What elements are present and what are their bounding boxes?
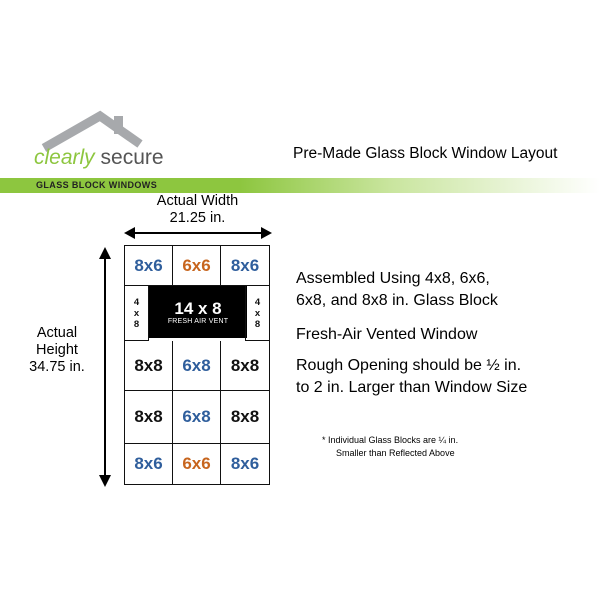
assembled-line-2: 6x8, and 8x8 in. Glass Block [296,292,498,309]
block-r0-c2 [221,246,269,286]
logo-word-secure-text: secure [100,146,164,169]
block-label: 8x6 [134,255,163,275]
vented-info: Fresh-Air Vented Window [296,326,478,343]
width-arrow-icon [124,226,272,240]
rough-opening-info [296,355,527,399]
assembled-line-1: Assembled Using 4x8, 6x6, [296,270,490,287]
block-r3-c0 [125,444,173,484]
block-r2-c0 [125,391,173,444]
block-r1-c0 [125,341,173,391]
block-label: 8x8 [230,355,260,375]
block-label: 8x6 [230,454,260,473]
block-r2-c1 [173,391,221,444]
block-r2-c2 [221,391,269,444]
width-title: Actual Width [156,193,239,209]
height-value: 34.75 in. [29,359,85,375]
block-label: 8x8 [134,355,163,375]
block-label: 8x6 [134,454,163,473]
footnote-line-2: Smaller than Reflected Above [336,448,455,458]
side-block-right [245,286,269,341]
width-value: 21.25 in. [169,210,226,226]
height-title: Actual [36,325,78,341]
side-block-mid: x [254,307,261,319]
side-block-left [125,286,149,341]
brand-tagline: GLASS BLOCK WINDOWS [36,180,158,190]
height-dimension-label [20,325,94,376]
block-label: 8x8 [230,407,260,426]
height-arrow-icon [98,247,112,487]
vent-label: FRESH AIR VENT [167,318,229,325]
side-block-bottom: 8 [133,318,140,330]
block-label: 8x6 [230,255,260,275]
rough-line-1: Rough Opening should be ½ in. [296,357,522,374]
block-r0-c1 [173,246,221,286]
block-r0-c0 [125,246,173,286]
block-r3-c1 [173,444,221,484]
block-r1-c2 [221,341,269,391]
side-block-bottom: 8 [254,318,261,330]
footnote-line-1: * Individual Glass Blocks are ¼ in. [322,435,459,445]
vent-size: 14 x 8 [174,299,222,318]
block-r1-c1 [173,341,221,391]
page-title: Pre-Made Glass Block Window Layout [293,145,558,162]
height-title-2: Height [36,342,78,358]
block-label: 6x8 [182,407,211,426]
assembled-info [296,268,498,312]
width-dimension-label [125,193,270,227]
side-block-top: 4 [133,296,140,308]
rough-line-2: to 2 in. Larger than Window Size [296,379,528,396]
block-label: 8x8 [134,407,163,426]
block-r3-c2 [221,444,269,484]
fresh-air-vent [149,286,247,338]
side-block-mid: x [133,307,140,319]
block-label: 6x8 [182,355,211,375]
logo-word-clearly: clearly [34,146,95,169]
block-label: 6x6 [182,255,211,275]
block-label: 6x6 [182,454,211,473]
side-block-top: 4 [254,296,261,308]
glass-block-grid [124,245,270,485]
footnote [322,434,458,460]
logo-word-secure [95,146,164,169]
brand-logo [34,146,164,170]
